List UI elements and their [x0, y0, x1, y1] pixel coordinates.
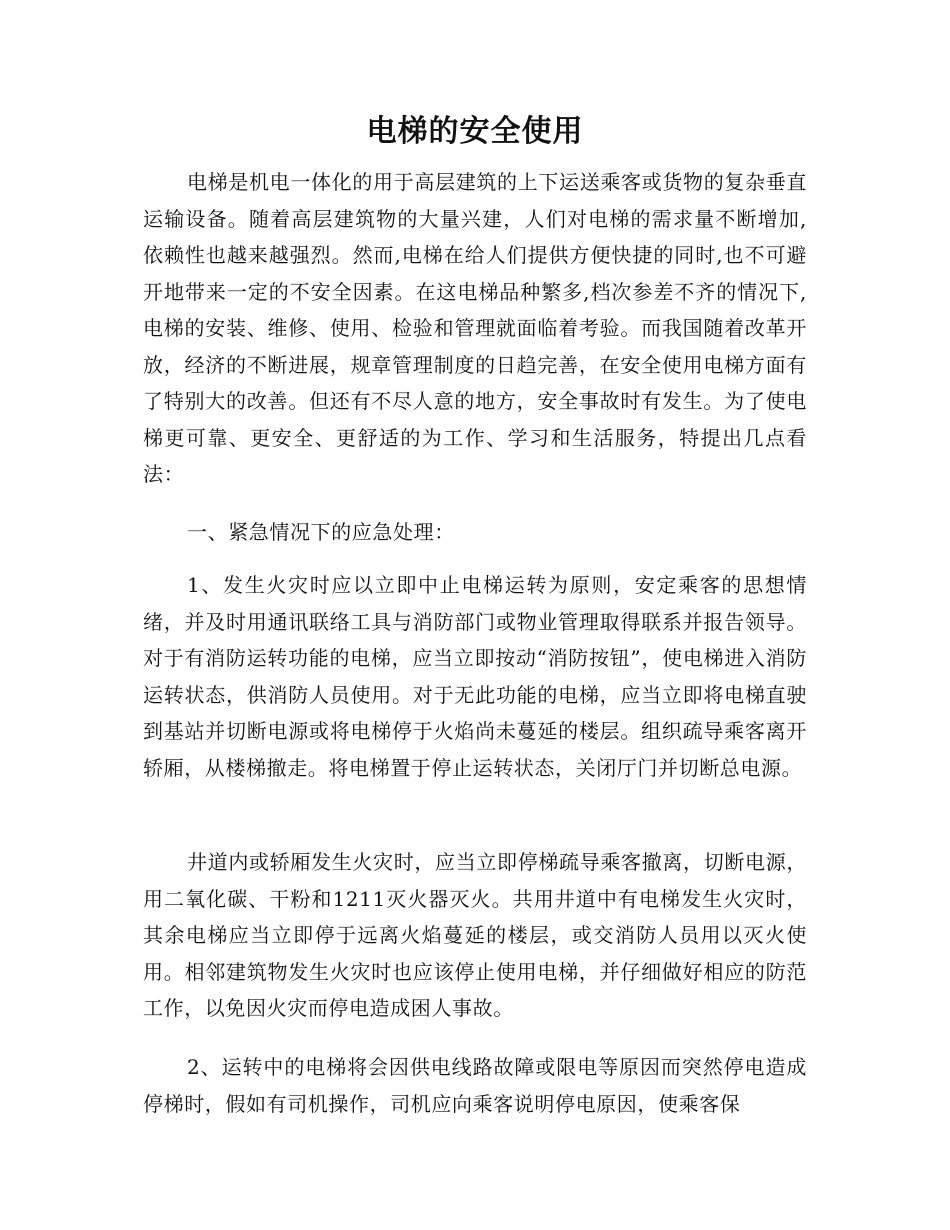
paragraph-intro: 电梯是机电一体化的用于高层建筑的上下运送乘客或货物的复杂垂直运输设备。随着高层建筑物的大量兴建，人们对电梯的需求量不断增加,依赖性也越来越强烈。然而,电梯在给人们提供方便快捷的同时,也不可避开地带来一定的不安全因素。在这电梯品种繁多,档次参差不齐的情况下,电梯的安装、维修、使用、检验和管理就面临着考验。而我国随着改革开放，经济的不断进展，规章管理制度的日趋完善，在安全使用电梯方面有了特别大的改善。但还有不尽人意的地方，安全事故时有发生。为了使电梯更可靠、更安全、更舒适的为工作、学习和生活服务，特提出几点看法：	[143, 170, 807, 486]
paragraph-shaft-fire: 井道内或轿厢发生火灾时，应当立即停梯疏导乘客撤离，切断电源，用二氧化碳、干粉和1211灭火器灭火。共用井道中有电梯发生火灾时，其余电梯应当立即停于远离火焰蔓延的楼层，或交消防人员用以灭火使用。相邻建筑物发生火灾时也应该停止使用电梯，并仔细做好相应的防范工作，以免因火灾而停电造成困人事故。	[143, 850, 807, 1020]
section-heading-emergency: 一、紧急情况下的应急处理：	[187, 520, 455, 544]
document-title: 电梯的安全使用	[366, 114, 584, 149]
paragraph-power-outage: 2、运转中的电梯将会因供电线路故障或限电等原因而突然停电造成停梯时，假如有司机操作，司机应向乘客说明停电原因，使乘客保	[143, 1055, 807, 1116]
paragraph-fire: 1、发生火灾时应以立即中止电梯运转为原则，安定乘客的思想情绪，并及时用通讯联络工具与消防部门或物业管理取得联系并报告领导。对于有消防运转功能的电梯，应当立即按动“消防按钮”，使电梯进入消防运转状态，供消防人员使用。对于无此功能的电梯，应当立即将电梯直驶到基站并切断电源或将电梯停于火焰尚未蔓延的楼层。组织疏导乘客离开轿厢，从楼梯撤走。将电梯置于停止运转状态，关闭厅门并切断总电源。	[143, 573, 807, 780]
